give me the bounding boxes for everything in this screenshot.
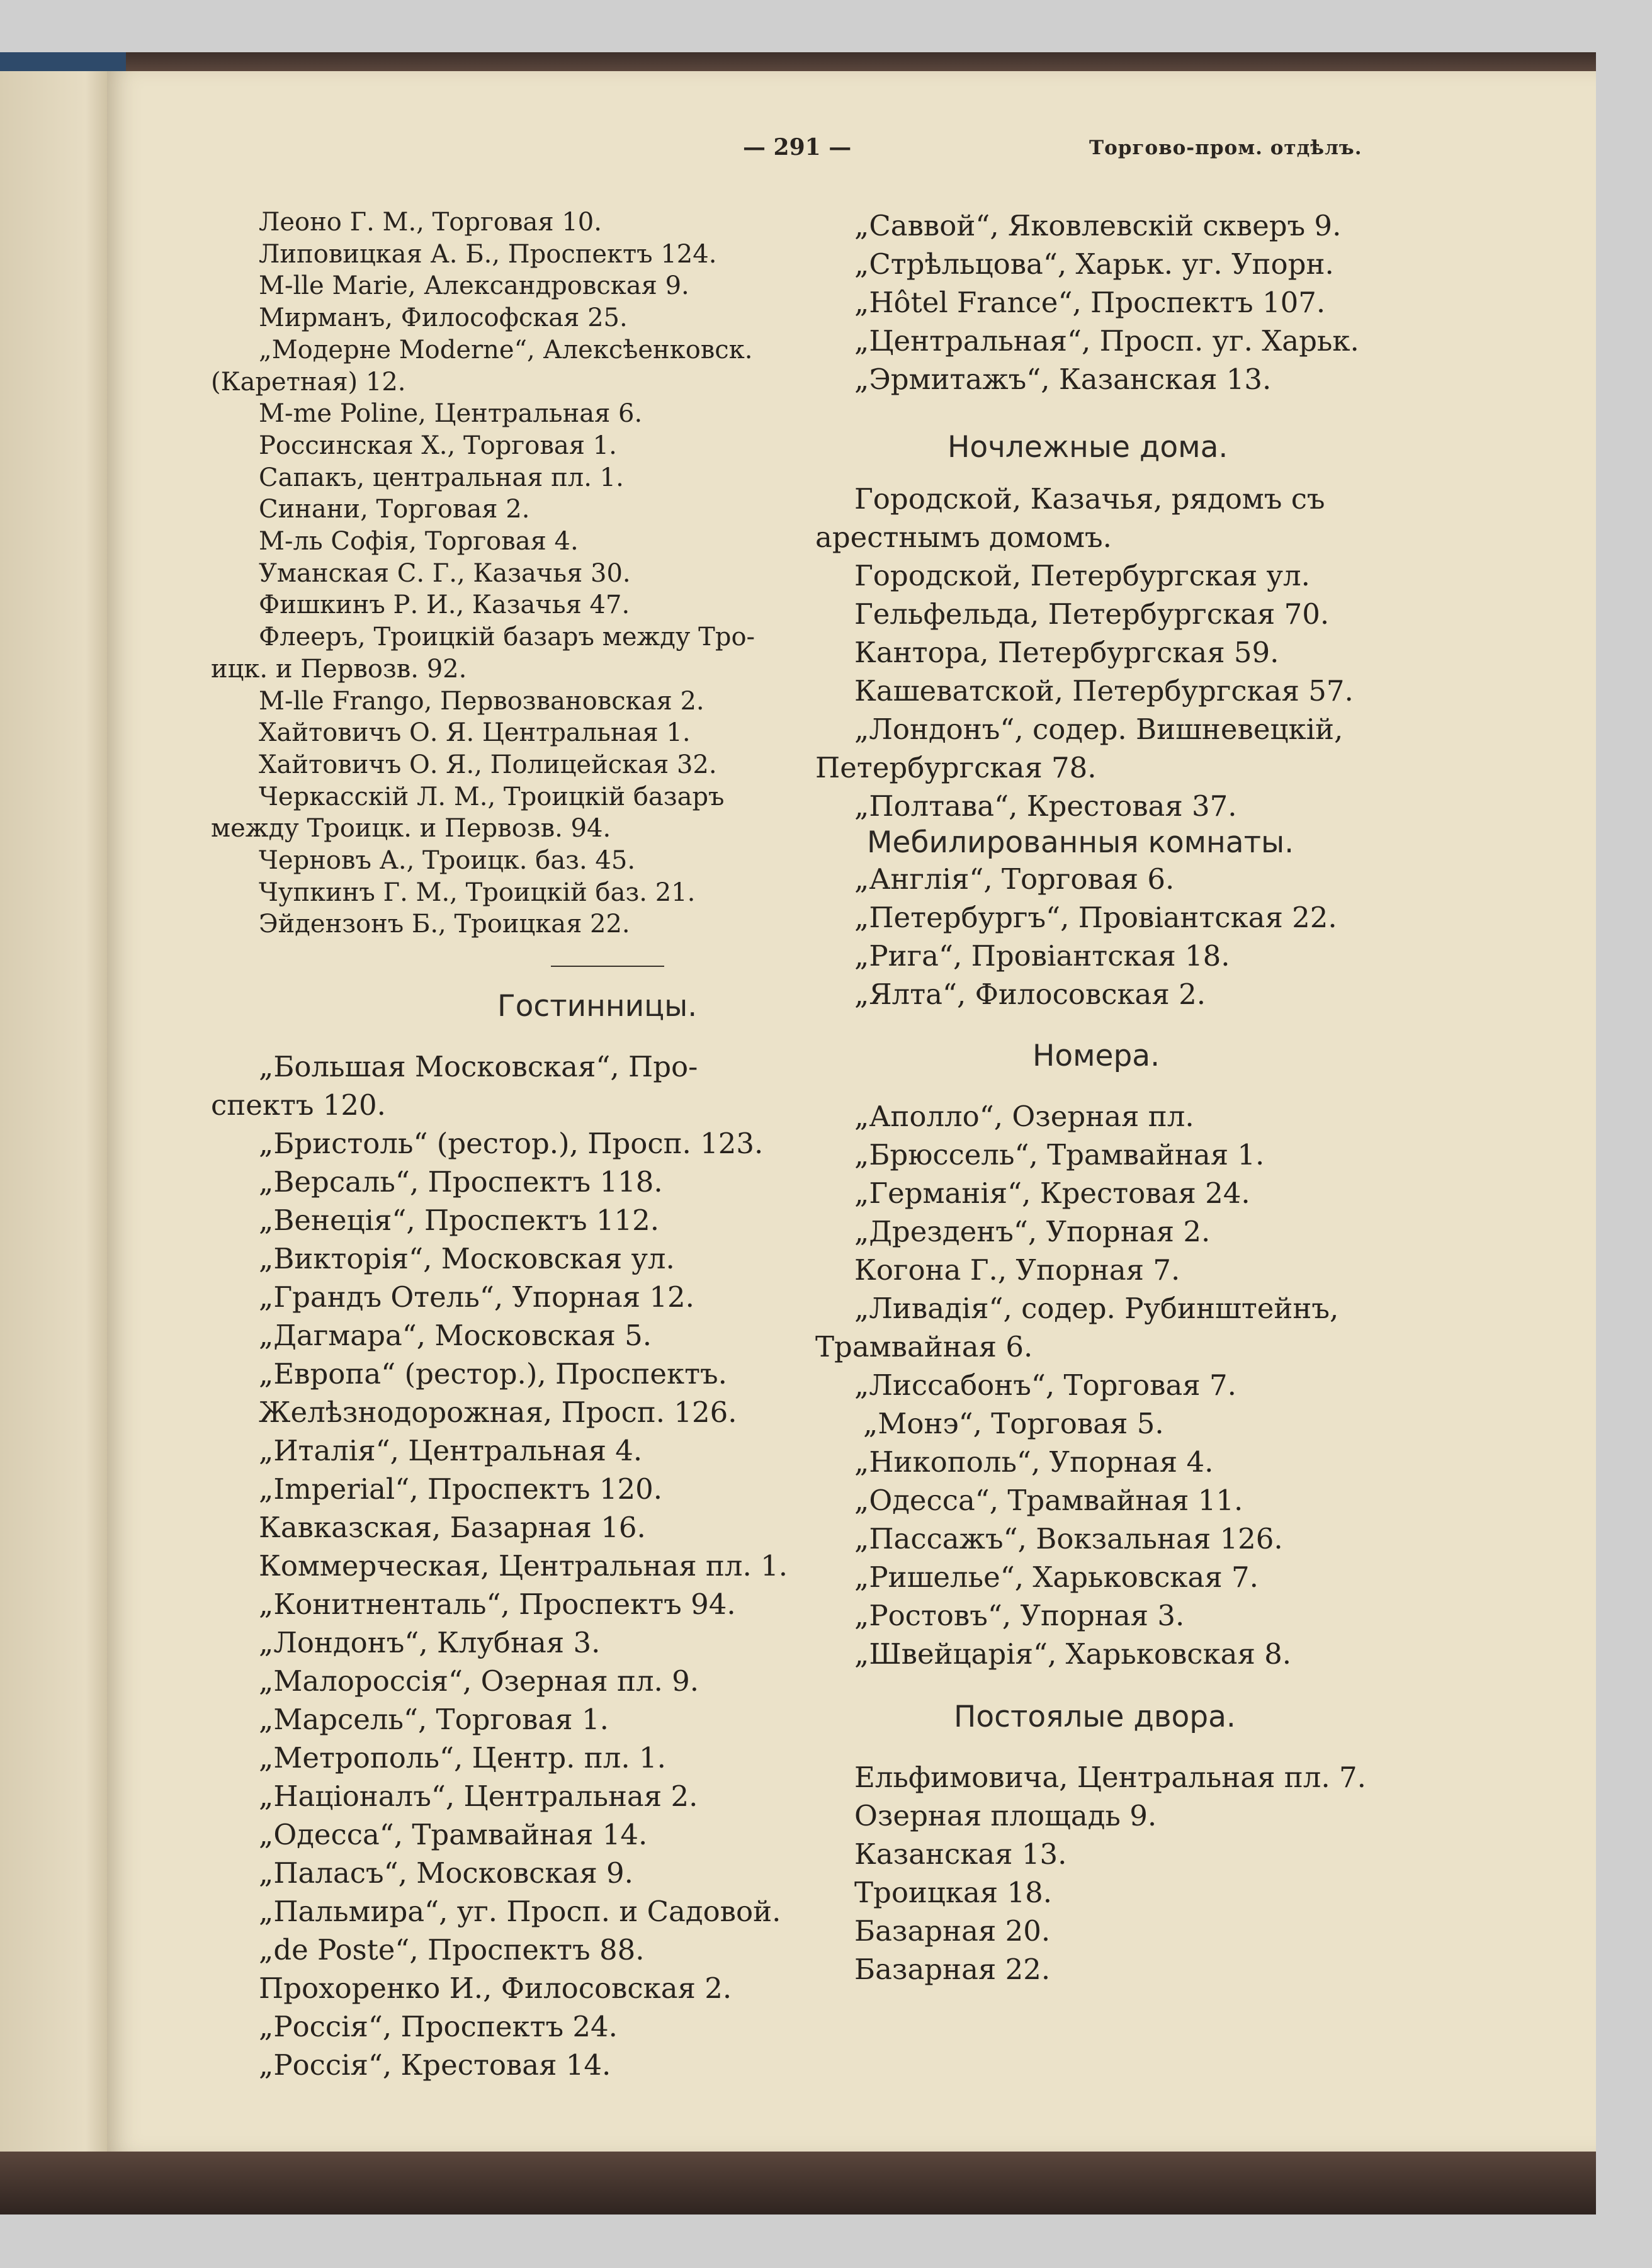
list-item: Кантора, Петербургская 59. <box>854 636 1279 669</box>
book-scan <box>0 52 1596 2214</box>
list-item: Кашеватской, Петербургская 57. <box>854 674 1354 708</box>
list-item: „Конитненталь“, Проспектъ 94. <box>259 1588 736 1622</box>
list-item: Эйдензонъ Б., Троицкая 22. <box>259 910 630 939</box>
list-item-continuation: Трамвайная 6. <box>815 1330 1033 1363</box>
list-item: Синани, Торговая 2. <box>259 495 530 524</box>
list-item: „Европа“ (рестор.), Проспектъ. <box>259 1357 727 1391</box>
left-page-edge <box>0 71 107 2152</box>
list-item: Городской, Казачья, рядомъ съ <box>854 482 1325 516</box>
list-item: Уманская С. Г., Казачья 30. <box>259 558 631 588</box>
hotels-heading: Гостинницы. <box>497 989 698 1024</box>
running-head: Торгово-пром. отдѣлъ. <box>1089 137 1362 159</box>
list-item: „Одесса“, Трамвайная 14. <box>259 1818 648 1852</box>
inns-heading: Постоялые двора. <box>954 1700 1236 1734</box>
list-item-continuation: между Троицк. и Первозв. 94. <box>211 814 611 843</box>
list-item: М-lle Marie, Александровская 9. <box>259 271 689 301</box>
inns-list <box>815 1758 1520 1989</box>
list-item: „Грандъ Отель“, Упорная 12. <box>259 1280 694 1314</box>
list-item: Черновъ А., Троицк. баз. 45. <box>259 846 636 876</box>
left-top-list <box>211 206 897 940</box>
lodging-heading: Ночлежные дома. <box>948 430 1228 465</box>
rooms-heading: Номера. <box>1032 1039 1160 1073</box>
list-item: „Полтава“, Крестовая 37. <box>854 789 1237 823</box>
list-item: Россинская Х., Торговая 1. <box>259 431 617 460</box>
list-item: „Дрезденъ“, Упорная 2. <box>854 1215 1211 1248</box>
list-item: „Аполло“, Озерная пл. <box>854 1100 1194 1133</box>
list-item: „Петербургъ“, Провіантская 22. <box>854 901 1337 934</box>
list-item: „Ростовъ“, Упорная 3. <box>854 1599 1185 1632</box>
list-item: Городской, Петербургская ул. <box>854 559 1310 592</box>
list-item: Желѣзнодорожная, Просп. 126. <box>259 1396 737 1430</box>
list-item: Мирманъ, Философская 25. <box>259 303 628 333</box>
list-item: Чупкинъ Г. М., Троицкій баз. 21. <box>259 877 696 907</box>
list-item: „Италія“, Центральная 4. <box>259 1434 643 1468</box>
list-item: „Малороссія“, Озерная пл. 9. <box>259 1664 699 1698</box>
furnished-rooms-heading: Мебилированныя комнаты. <box>867 825 1294 860</box>
list-item: М-ль Софія, Торговая 4. <box>259 527 579 556</box>
list-item: „Лондонъ“, Клубная 3. <box>259 1626 601 1660</box>
section-divider <box>551 966 664 967</box>
list-item: „Викторія“, Московская ул. <box>259 1242 675 1276</box>
list-item: „Саввой“, Яковлевскій скверъ 9. <box>854 209 1342 242</box>
book-spine-strip <box>0 52 126 71</box>
list-item: „Одесса“, Трамвайная 11. <box>854 1484 1243 1517</box>
list-item: „Пальмира“, уг. Просп. и Садовой. <box>259 1895 781 1929</box>
list-item: „Метрополь“, Центр. пл. 1. <box>259 1741 666 1775</box>
list-item: „Эрмитажъ“, Казанская 13. <box>854 363 1272 396</box>
list-item-continuation: арестнымъ домомъ. <box>815 521 1112 554</box>
list-item: „de Poste“, Проспектъ 88. <box>259 1933 645 1967</box>
list-item: „Hôtel France“, Проспектъ 107. <box>854 286 1326 319</box>
list-item: „Венеція“, Проспектъ 112. <box>259 1204 660 1238</box>
page-number: — 291 — <box>743 134 852 161</box>
list-item: Казанская 13. <box>854 1837 1067 1871</box>
list-item: Гельфельда, Петербургская 70. <box>854 597 1330 631</box>
list-item: „Никополь“, Упорная 4. <box>854 1445 1214 1479</box>
list-item: „Лондонъ“, содер. Вишневецкій, <box>854 713 1344 746</box>
list-item: Коммерческая, Центральная пл. 1. <box>259 1549 788 1583</box>
list-item-continuation: (Каретная) 12. <box>211 367 406 397</box>
list-item: „Стрѣльцова“, Харьк. уг. Упорн. <box>854 247 1334 281</box>
list-item-continuation: Петербургская 78. <box>815 751 1097 784</box>
list-item: „Россія“, Крестовая 14. <box>259 2048 611 2082</box>
list-item-continuation: ицк. и Первозв. 92. <box>211 654 467 684</box>
list-item: Прохоренко И., Филосовская 2. <box>259 1972 732 2006</box>
list-item: „Германія“, Крестовая 24. <box>854 1176 1250 1210</box>
list-item: „Модерне Moderne“, Алексѣенковск. <box>259 335 753 364</box>
list-item: Хайтовичъ О. Я. Центральная 1. <box>259 718 691 748</box>
list-item: „Большая Московская“, Про- <box>259 1050 698 1084</box>
list-item: „Англія“, Торговая 6. <box>854 862 1175 896</box>
list-item-continuation: спектъ 120. <box>211 1088 386 1122</box>
list-item: „Монэ“, Торговая 5. <box>863 1407 1164 1440</box>
list-item: Когона Г., Упорная 7. <box>854 1253 1180 1287</box>
lodging-list <box>815 480 1520 825</box>
list-item: „Центральная“, Просп. уг. Харьк. <box>854 324 1359 358</box>
list-item: „Пассажъ“, Вокзальная 126. <box>854 1522 1283 1555</box>
list-item: „Швейцарія“, Харьковская 8. <box>854 1637 1292 1671</box>
book-page <box>107 71 1596 2152</box>
book-cover-top-edge <box>0 52 1596 71</box>
list-item: Фишкинъ Р. И., Казачья 47. <box>259 590 630 620</box>
list-item: „Націоналъ“, Центральная 2. <box>259 1780 698 1814</box>
rooms-list <box>815 1097 1520 1673</box>
right-top-list <box>815 206 1520 398</box>
page-header <box>107 134 1596 178</box>
list-item: „Ливадія“, содер. Рубинштейнъ, <box>854 1292 1339 1325</box>
list-item: „Россія“, Проспектъ 24. <box>259 2010 618 2044</box>
list-item: „Рига“, Провіантская 18. <box>854 939 1230 973</box>
list-item: „Брюссель“, Трамвайная 1. <box>854 1138 1265 1171</box>
right-column <box>815 206 1520 1989</box>
list-item: Троицкая 18. <box>854 1876 1053 1909</box>
list-item: Флееръ, Троицкій базаръ между Тро- <box>259 623 755 652</box>
list-item: Черкасскій Л. М., Троицкій базаръ <box>259 782 725 811</box>
list-item: Базарная 22. <box>854 1953 1051 1986</box>
list-item: Липовицкая А. Б., Проспектъ 124. <box>259 239 717 269</box>
list-item: „Паласъ“, Московская 9. <box>259 1856 633 1890</box>
left-column <box>211 206 897 2084</box>
list-item: M-me Poline, Центральная 6. <box>259 399 643 429</box>
list-item: „Ришелье“, Харьковская 7. <box>854 1560 1259 1594</box>
list-item: „Ялта“, Филосовская 2. <box>854 978 1206 1011</box>
list-item: Кавказская, Базарная 16. <box>259 1511 646 1545</box>
furnished-rooms-list <box>815 860 1520 1013</box>
list-item: „Версаль“, Проспектъ 118. <box>259 1165 663 1199</box>
list-item: Озерная площадь 9. <box>854 1799 1157 1832</box>
list-item: Леоно Г. М., Торговая 10. <box>259 208 602 237</box>
list-item: „Лиссабонъ“, Торговая 7. <box>854 1368 1236 1402</box>
list-item: Хайтовичъ О. Я., Полицейская 32. <box>259 750 717 779</box>
book-cover-bottom-edge <box>0 2152 1596 2214</box>
list-item: „Бристоль“ (рестор.), Просп. 123. <box>259 1127 764 1161</box>
list-item: Ельфимовича, Центральная пл. 7. <box>854 1761 1366 1794</box>
list-item: „Imperial“, Проспектъ 120. <box>259 1472 663 1506</box>
list-item: Базарная 20. <box>854 1914 1051 1948</box>
list-item: „Марсель“, Торговая 1. <box>259 1703 609 1737</box>
list-item: „Дагмара“, Московская 5. <box>259 1319 652 1353</box>
list-item: M-lle Frango, Первозвановская 2. <box>259 686 704 716</box>
list-item: Сапакъ, центральная пл. 1. <box>259 463 624 492</box>
hotels-list <box>211 1047 897 2084</box>
